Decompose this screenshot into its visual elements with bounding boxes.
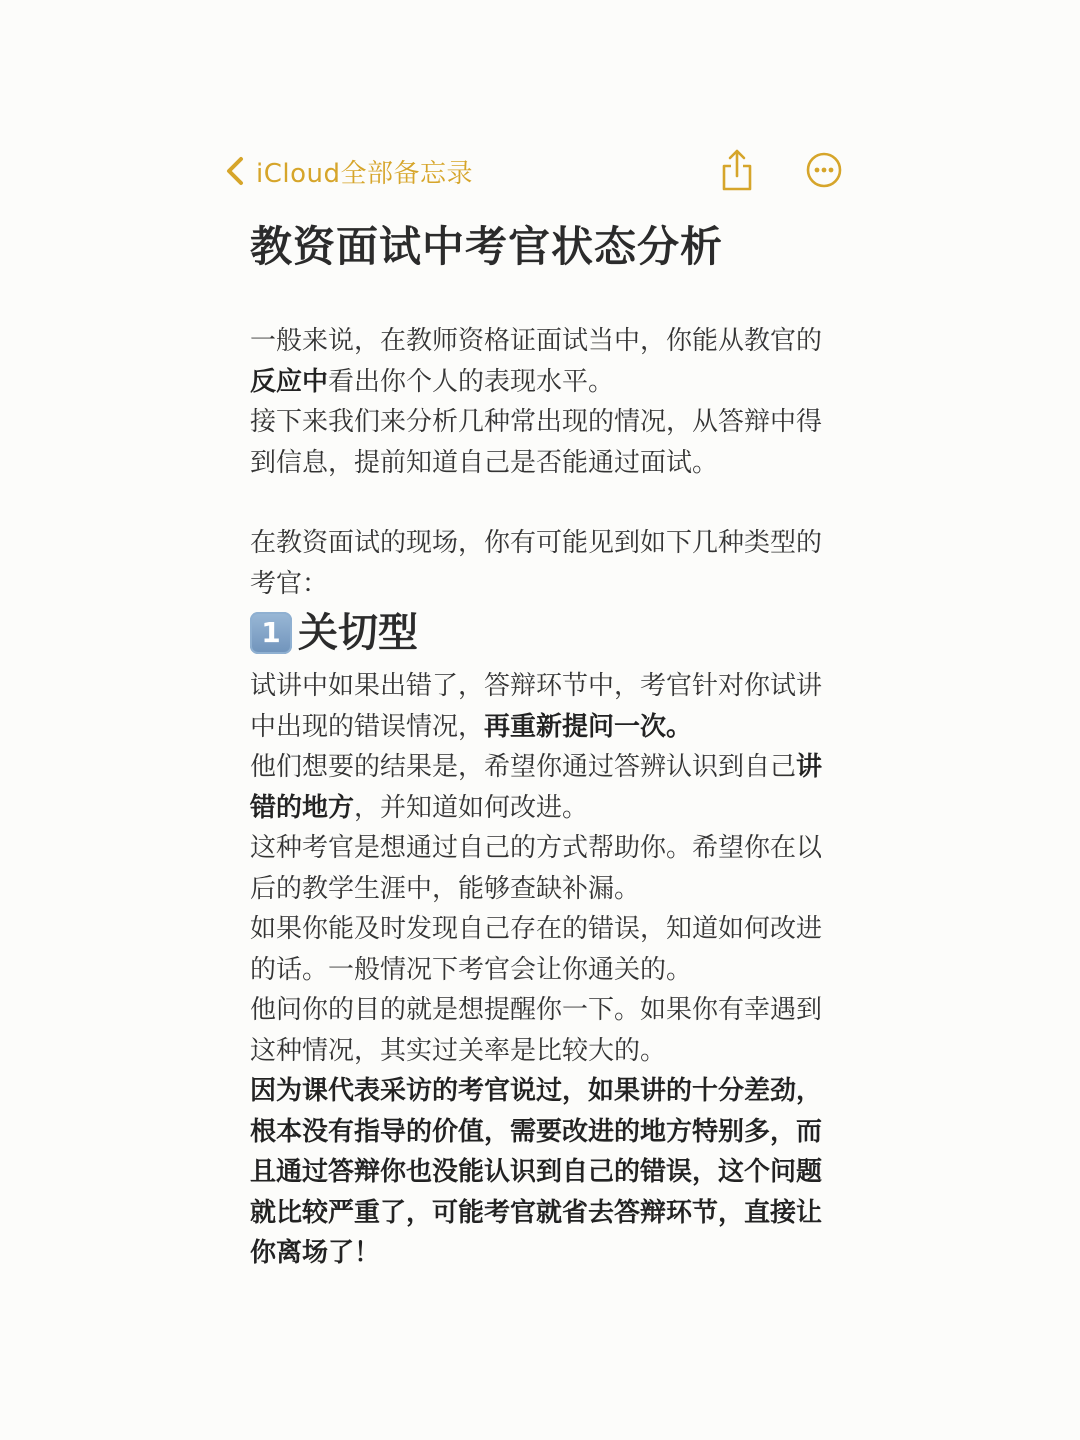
- chevron-left-icon: [224, 154, 246, 188]
- intro-paragraph-1: 一般来说，在教师资格证面试当中，你能从教官的反应中看出你个人的表现水平。: [250, 326, 823, 397]
- bold-phrase: 反应中: [250, 366, 329, 397]
- share-icon[interactable]: [720, 148, 754, 192]
- back-button[interactable]: [224, 148, 473, 194]
- section-paragraph-4: 如果你能及时发现自己存在的错误，知道如何改进的话。一般情况下考官会让你通关的。: [250, 914, 823, 985]
- section-paragraph-2: 他们想要的结果是，希望你通过答辨认识到自己讲错的地方，并知道如何改进。: [250, 752, 823, 823]
- section-paragraph-6: 因为课代表采访的考官说过，如果讲的十分差劲，根本没有指导的价值，需要改进的地方特别多，而且通过答辩你也没能认识到自己的错误，这个问题就比较严重了，可能考官就省去答辩环节，直接让你离场了！: [250, 1076, 823, 1268]
- section-paragraph-1: 试讲中如果出错了，答辩环节中，考官针对你试讲中出现的错误情况，再重新提问一次。: [250, 671, 823, 742]
- section-heading-text: 关切型: [298, 609, 418, 656]
- more-icon[interactable]: [806, 152, 842, 188]
- bold-phrase: 再重新提问一次。: [484, 711, 693, 742]
- keycap-1-icon: 1: [250, 612, 292, 654]
- section-paragraph-3: 这种考官是想通过自己的方式帮助你。希望你在以后的教学生涯中，能够查缺补漏。: [250, 833, 823, 904]
- note-body[interactable]: [250, 321, 830, 1274]
- section-paragraph-5: 他问你的目的就是想提醒你一下。如果你有幸遇到这种情况，其实过关率是比较大的。: [250, 995, 823, 1066]
- nav-bar: [224, 148, 846, 194]
- intro-paragraph-2: 接下来我们来分析几种常出现的情况，从答辩中得到信息，提前知道自己是否能通过面试。: [250, 407, 823, 478]
- note-title: 教资面试中考官状态分析: [250, 222, 724, 271]
- back-label: iCloud全部备忘录: [256, 158, 473, 189]
- intro-paragraph-3: 在教资面试的现场，你有可能见到如下几种类型的考官：: [250, 528, 823, 599]
- bold-phrase: 讲错的地方: [250, 752, 823, 823]
- section-heading: [250, 608, 830, 658]
